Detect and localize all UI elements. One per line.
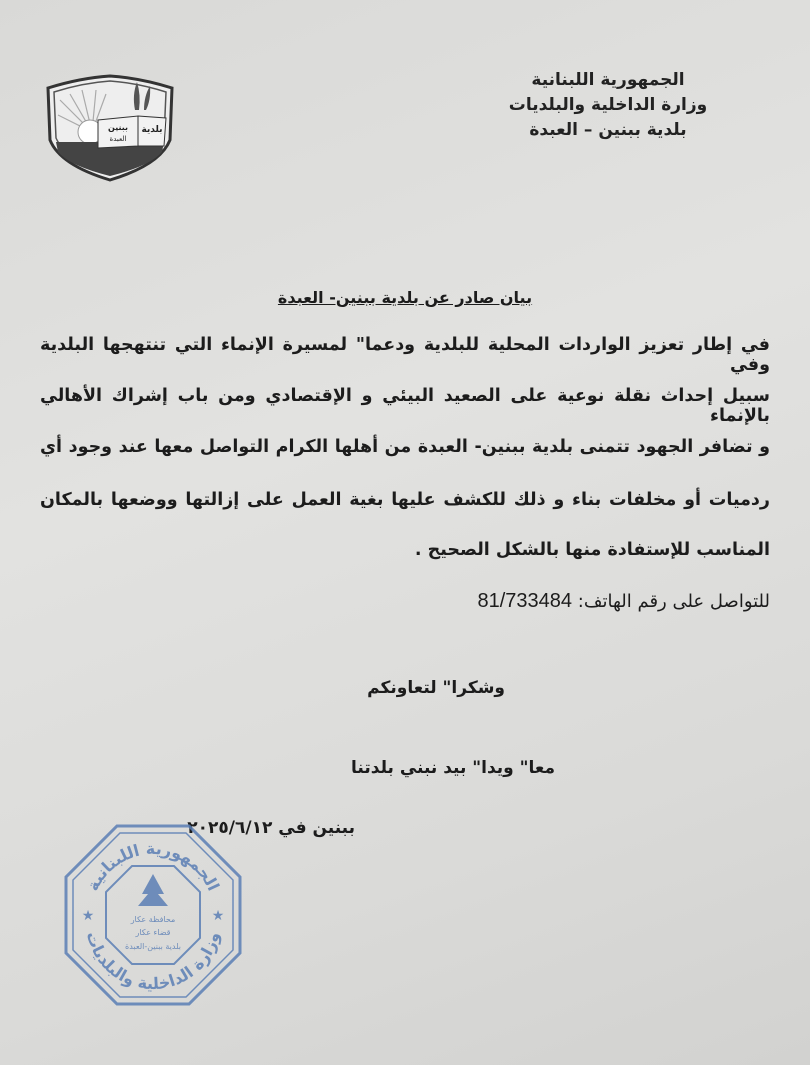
stamp-inner-2: قضاء عكار [135, 928, 171, 937]
letterhead-municipality: بلدية ببنين – العبدة [529, 120, 687, 140]
municipality-logo [40, 70, 180, 182]
phone-label: للتواصل على رقم الهاتف: [577, 591, 770, 612]
stamp-outer-bottom: وزارة الداخلية والبلديات [82, 929, 224, 994]
letterhead [458, 68, 758, 143]
cedar-icon [138, 874, 168, 906]
logo-text-right: بلدية [141, 125, 163, 135]
body-line-3: و تضافر الجهود تتمنى بلدية ببنين- العبدة من أهلها الكرام التواصل معها عند وجود أي [40, 437, 770, 457]
body-line-5: المناسب للإستفادة منها بالشكل الصحيح . [414, 540, 770, 560]
body-line-1: في إطار تعزيز الواردات المحلية للبلدية ودعما" لمسيرة الإنماء التي تنتهجها البلدية وفي [40, 335, 770, 375]
logo-text-left-bottom: العبدة [109, 135, 127, 143]
body-line-4: ردميات أو مخلفات بناء و ذلك للكشف عليها بغية العمل على إزالتها ووضعها بالمكان [40, 490, 770, 510]
phone-number: 81/733484 [477, 590, 573, 612]
logo-text-left-top: ببنين [108, 123, 128, 132]
star-icon: ★ [211, 908, 225, 924]
document-title: بيان صادر عن بلدية ببنين- العبدة [277, 288, 533, 307]
letterhead-republic: الجمهورية اللبنانية [531, 70, 685, 90]
date-line: ببنين في ٢٠٢٥/٦/١٢ [187, 818, 355, 838]
slogan-text: معا" ويدا" بيد نبني بلدتنا [351, 758, 555, 778]
letterhead-ministry: وزارة الداخلية والبلديات [508, 95, 708, 115]
body-line-2: سبيل إحداث نقلة نوعية على الصعيد البيئي و الإقتصادي ومن باب إشراك الأهالي بالإنماء [40, 386, 770, 426]
official-stamp [62, 822, 244, 1008]
star-icon: ★ [81, 908, 95, 924]
stamp-inner-3: بلدية ببنين-العبدة [125, 942, 181, 951]
stamp-inner-1: محافظة عكار [130, 915, 176, 924]
thanks-text: وشكرا" لتعاونكم [367, 678, 505, 698]
phone-line [40, 590, 770, 613]
stamp-outer-top: الجمهورية اللبنانية [82, 838, 224, 894]
